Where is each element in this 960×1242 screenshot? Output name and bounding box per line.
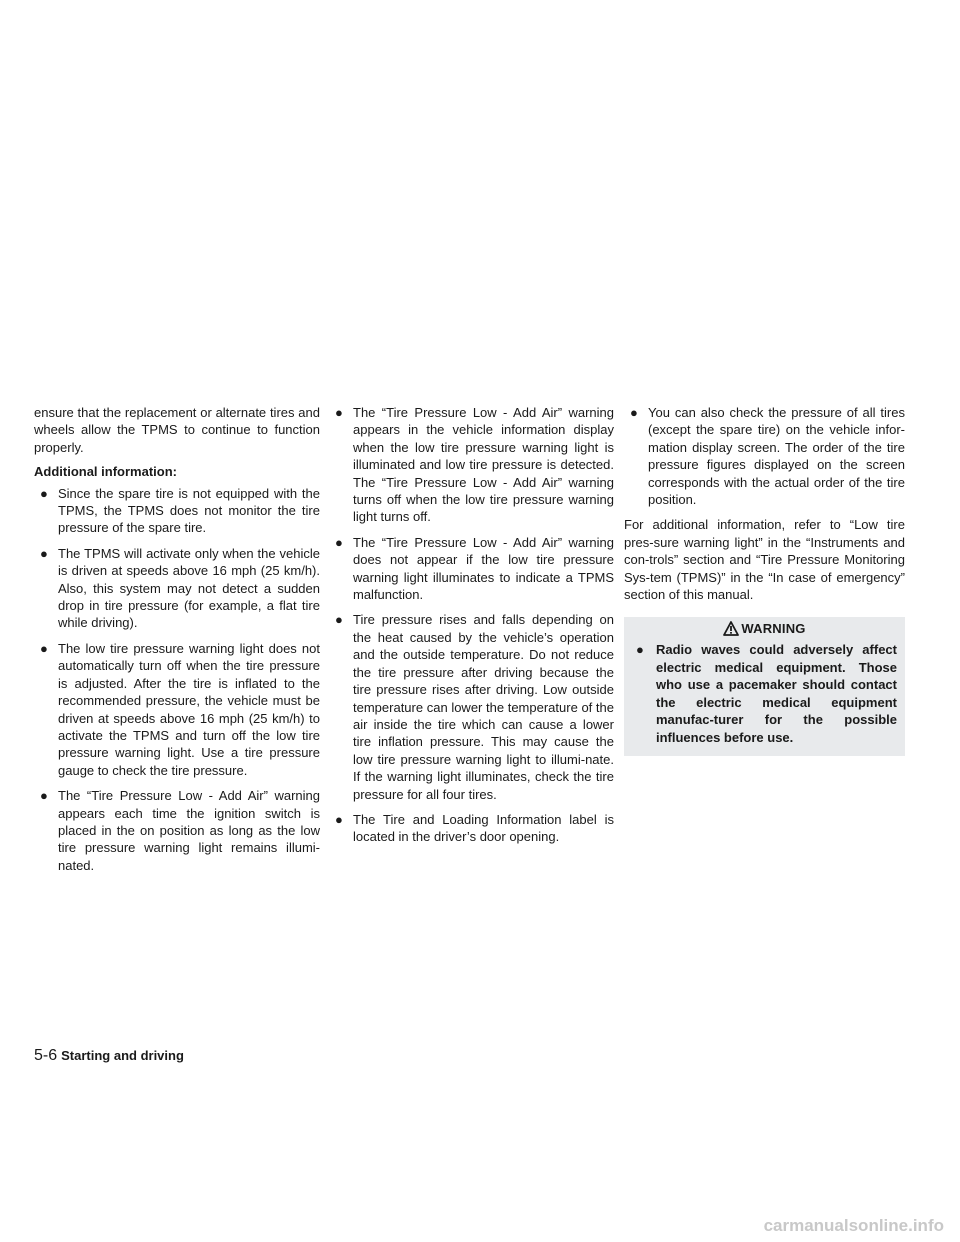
list-item: ● You can also check the pressure of all tires (except the spare tire) on the vehicle infor-mation display screen. The order of the tire pressure figures displayed on the screen corresponds with the actual order of the tire position. [630,405,905,508]
bullet-icon: ● [40,485,48,501]
intro-paragraph: ensure that the replacement or alternate tires and wheels allow the TPMS to continue to function properly. [34,405,320,455]
bullet-icon: ● [335,811,343,827]
warning-box [624,617,905,755]
section-title: Starting and driving [61,1048,184,1063]
list-item: ● Since the spare tire is not equipped with the TPMS, the TPMS does not monitor the tire pressure of the spare tire. [40,485,320,536]
bullet-icon: ● [335,405,343,420]
column-middle [329,404,614,846]
watermark: carmanualsonline.info [763,1216,944,1235]
tire-display-list [624,404,905,508]
bullet-icon: ● [335,534,343,550]
bullet-icon: ● [40,545,48,561]
tpms-notes-list [329,404,614,846]
list-item: ● The low tire pressure warning light does not automatically turn off when the tire pressure is adjusted. After the tire is inflated to the recommended pressure, the vehicle must be driven at speeds above 16 mph (25 km/h) to activate the TPMS and turn off the low tire pressure warning light. Use a tire pressure gauge to check the tire pressure. [40,640,320,778]
list-item: ● The TPMS will activate only when the vehicle is driven at speeds above 16 mph (25 km/h). Also, this system may not detect a sudden drop in tire pressure (for example, a flat tire while driving). [40,545,320,631]
list-item: ● The “Tire Pressure Low - Add Air” warning appears in the vehicle information display when the low tire pressure warning light is illuminated and low tire pressure is detected. The “Tire Pressure Low - Add Air” warning turns off when the low tire pressure warning light turns off. [335,405,614,525]
bullet-icon: ● [335,612,343,628]
list-item: ● The “Tire Pressure Low - Add Air” warning appears each time the ignition switch is placed in the on position as long as the low tire pressure warning light remains illumi-nated. [40,788,320,873]
warning-list [632,641,897,745]
list-item: ● The Tire and Loading Information label is located in the driver’s door opening. [335,811,614,845]
column-right [624,404,905,756]
list-item: ● Tire pressure rises and falls depending on the heat caused by the vehicle’s operation and the outside temperature. Do not reduce the tire pressure after driving because the tire pressure rises after driving. Low outside temperature can lower the temperature of the air inside the tire which can cause a lower tire inflation pressure. This may cause the low tire pressure warning light to illumi-nate. If the warning light illuminates, check the tire pressure for all four tires. [335,612,614,802]
bullet-icon: ● [636,642,644,658]
list-item: ● The “Tire Pressure Low - Add Air” warning does not appear if the low tire pressure warning light illuminates to indicate a TPMS malfunction. [335,534,614,603]
warning-title: WARNING [741,621,806,637]
reference-paragraph: For additional information, refer to “Low tire pres-sure warning light” in the “Instruments and con-trols” section and “Tire Pressure Monitoring Sys-tem (TPMS)” in the “In case of emergency” section of this manual. [624,517,905,603]
additional-info-heading: Additional information: [34,464,177,480]
warning-header [632,617,897,641]
bullet-icon: ● [40,788,48,804]
page-footer [34,1047,184,1065]
column-left [34,404,320,874]
bullet-icon: ● [630,405,638,420]
additional-info-list [34,485,320,875]
list-item: ● Radio waves could adversely affect electric medical equipment. Those who use a pacemaker should contact the electric medical equipment manufac-turer for the possible influences before use. [636,642,897,745]
page-number: 5-6 [34,1047,58,1064]
bullet-icon: ● [40,640,48,656]
